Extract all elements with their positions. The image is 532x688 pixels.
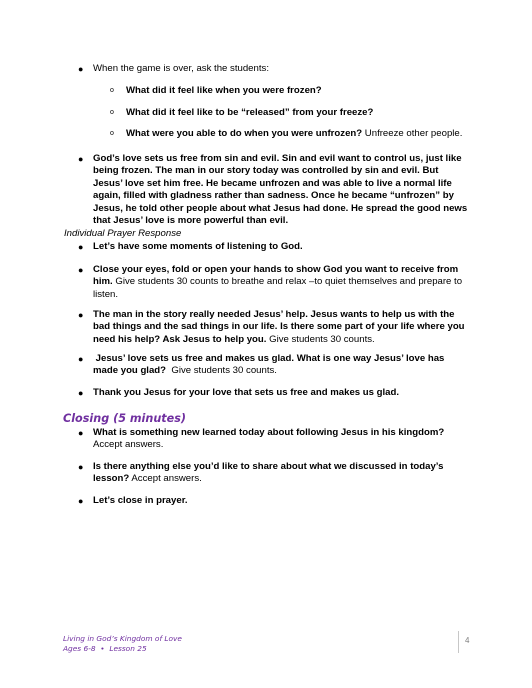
paragraph-line: being frozen. The man in our story today was controlled by sin and evil. But (93, 165, 439, 177)
closing-item (78, 427, 444, 452)
prayer-line-bold: made you glad? (93, 365, 167, 377)
bullet-dot: ● (78, 354, 84, 364)
prayer-line-note: listen. (93, 288, 119, 300)
question-text: What were you able to do when you were unfrozen? (126, 128, 363, 139)
footer-title: Living in God’s Kingdom of Love (63, 634, 182, 643)
bullet-dot: ● (78, 265, 84, 275)
paragraph-line: Jesus, he told other people about what Jesus had done. He spread the good news (93, 202, 468, 214)
footer-divider (458, 631, 459, 653)
question-item (110, 85, 322, 97)
bullet-dot: ● (78, 462, 84, 472)
closing-line-bold: What is something new learned today about following Jesus in his kingdom? (93, 427, 445, 438)
prayer-line-note: Give students 30 counts. (266, 333, 375, 345)
sub-bullet: o (110, 130, 114, 137)
bullet-dot: ● (78, 154, 84, 164)
prayer-line-bold: him. (93, 276, 113, 288)
prayer-line-bold: Let’s have some moments of listening to God. (93, 241, 303, 252)
prayer-line-bold: Jesus’ love sets us free and makes us glad. What is one way Jesus’ love has (93, 353, 445, 364)
bullet-dot: ● (78, 428, 84, 438)
question-text: What did it feel like to be “released” from your freeze? (126, 107, 374, 118)
closing-heading: Closing (5 minutes) (63, 412, 187, 425)
closing-line-note: Accept answers. (93, 439, 164, 451)
sub-bullet: o (110, 109, 114, 116)
bullet-dot: ● (78, 496, 84, 506)
footer-lesson: Ages 6-8 • Lesson 25 (63, 644, 147, 653)
prayer-line-note: Give students 30 counts. (166, 365, 277, 377)
prayer-item (78, 241, 303, 253)
prayer-heading: Individual Prayer Response (64, 228, 182, 239)
page-number: 4 (465, 636, 470, 645)
gods-love-bullet-item (78, 153, 467, 227)
paragraph-line: God’s love sets us free from sin and evil. Sin and evil want to control us, just like (93, 153, 462, 164)
question-text: What did it feel like when you were frozen? (126, 85, 322, 96)
bullet-dot: ● (78, 310, 84, 320)
sub-bullet: o (110, 87, 114, 94)
closing-line-bold: Let’s close in prayer. (93, 495, 188, 506)
prayer-line-bold: need his help? Ask Jesus to help you. (93, 333, 267, 345)
prayer-item (78, 353, 444, 378)
paragraph-line: again, filled with gladness rather than sadness. Once he became “unfrozen” by (93, 190, 454, 202)
question-note: Unfreeze other people. (362, 128, 463, 139)
question-item (110, 107, 373, 119)
prayer-line-bold: bad things and the sad things in our life. Is there some part of your life where you (93, 321, 465, 333)
paragraph-line: that Jesus’ love is more powerful than evil. (93, 215, 289, 227)
question-item (110, 128, 462, 140)
prayer-line-bold: The man in the story really needed Jesus’ help. Jesus wants to help us with the (93, 309, 455, 320)
closing-item (78, 461, 443, 486)
closing-line-bold: lesson? (93, 473, 130, 485)
prayer-line-bold: Close your eyes, fold or open your hands to show God you want to receive from (93, 264, 459, 275)
bullet-dot: ● (78, 242, 84, 252)
intro-bullet-text: When the game is over, ask the students: (93, 63, 269, 74)
prayer-item (78, 264, 462, 301)
prayer-item (78, 387, 399, 399)
prayer-item (78, 309, 465, 346)
bullet-dot: ● (78, 388, 84, 398)
closing-line-bold: Is there anything else you’d like to share about what we discussed in today’s (93, 461, 444, 472)
prayer-line-bold: Thank you Jesus for your love that sets us free and makes us glad. (93, 387, 400, 398)
closing-line-note: Accept answers. (129, 473, 202, 485)
intro-bullet-item (78, 63, 269, 75)
bullet-dot: ● (78, 64, 84, 74)
closing-item (78, 495, 188, 507)
paragraph-line: Jesus’ love set him free. He became unfrozen and was able to live a normal life (93, 177, 452, 189)
prayer-line-note: Give students 30 counts to breathe and relax –to quiet themselves and prepare to (112, 276, 463, 288)
